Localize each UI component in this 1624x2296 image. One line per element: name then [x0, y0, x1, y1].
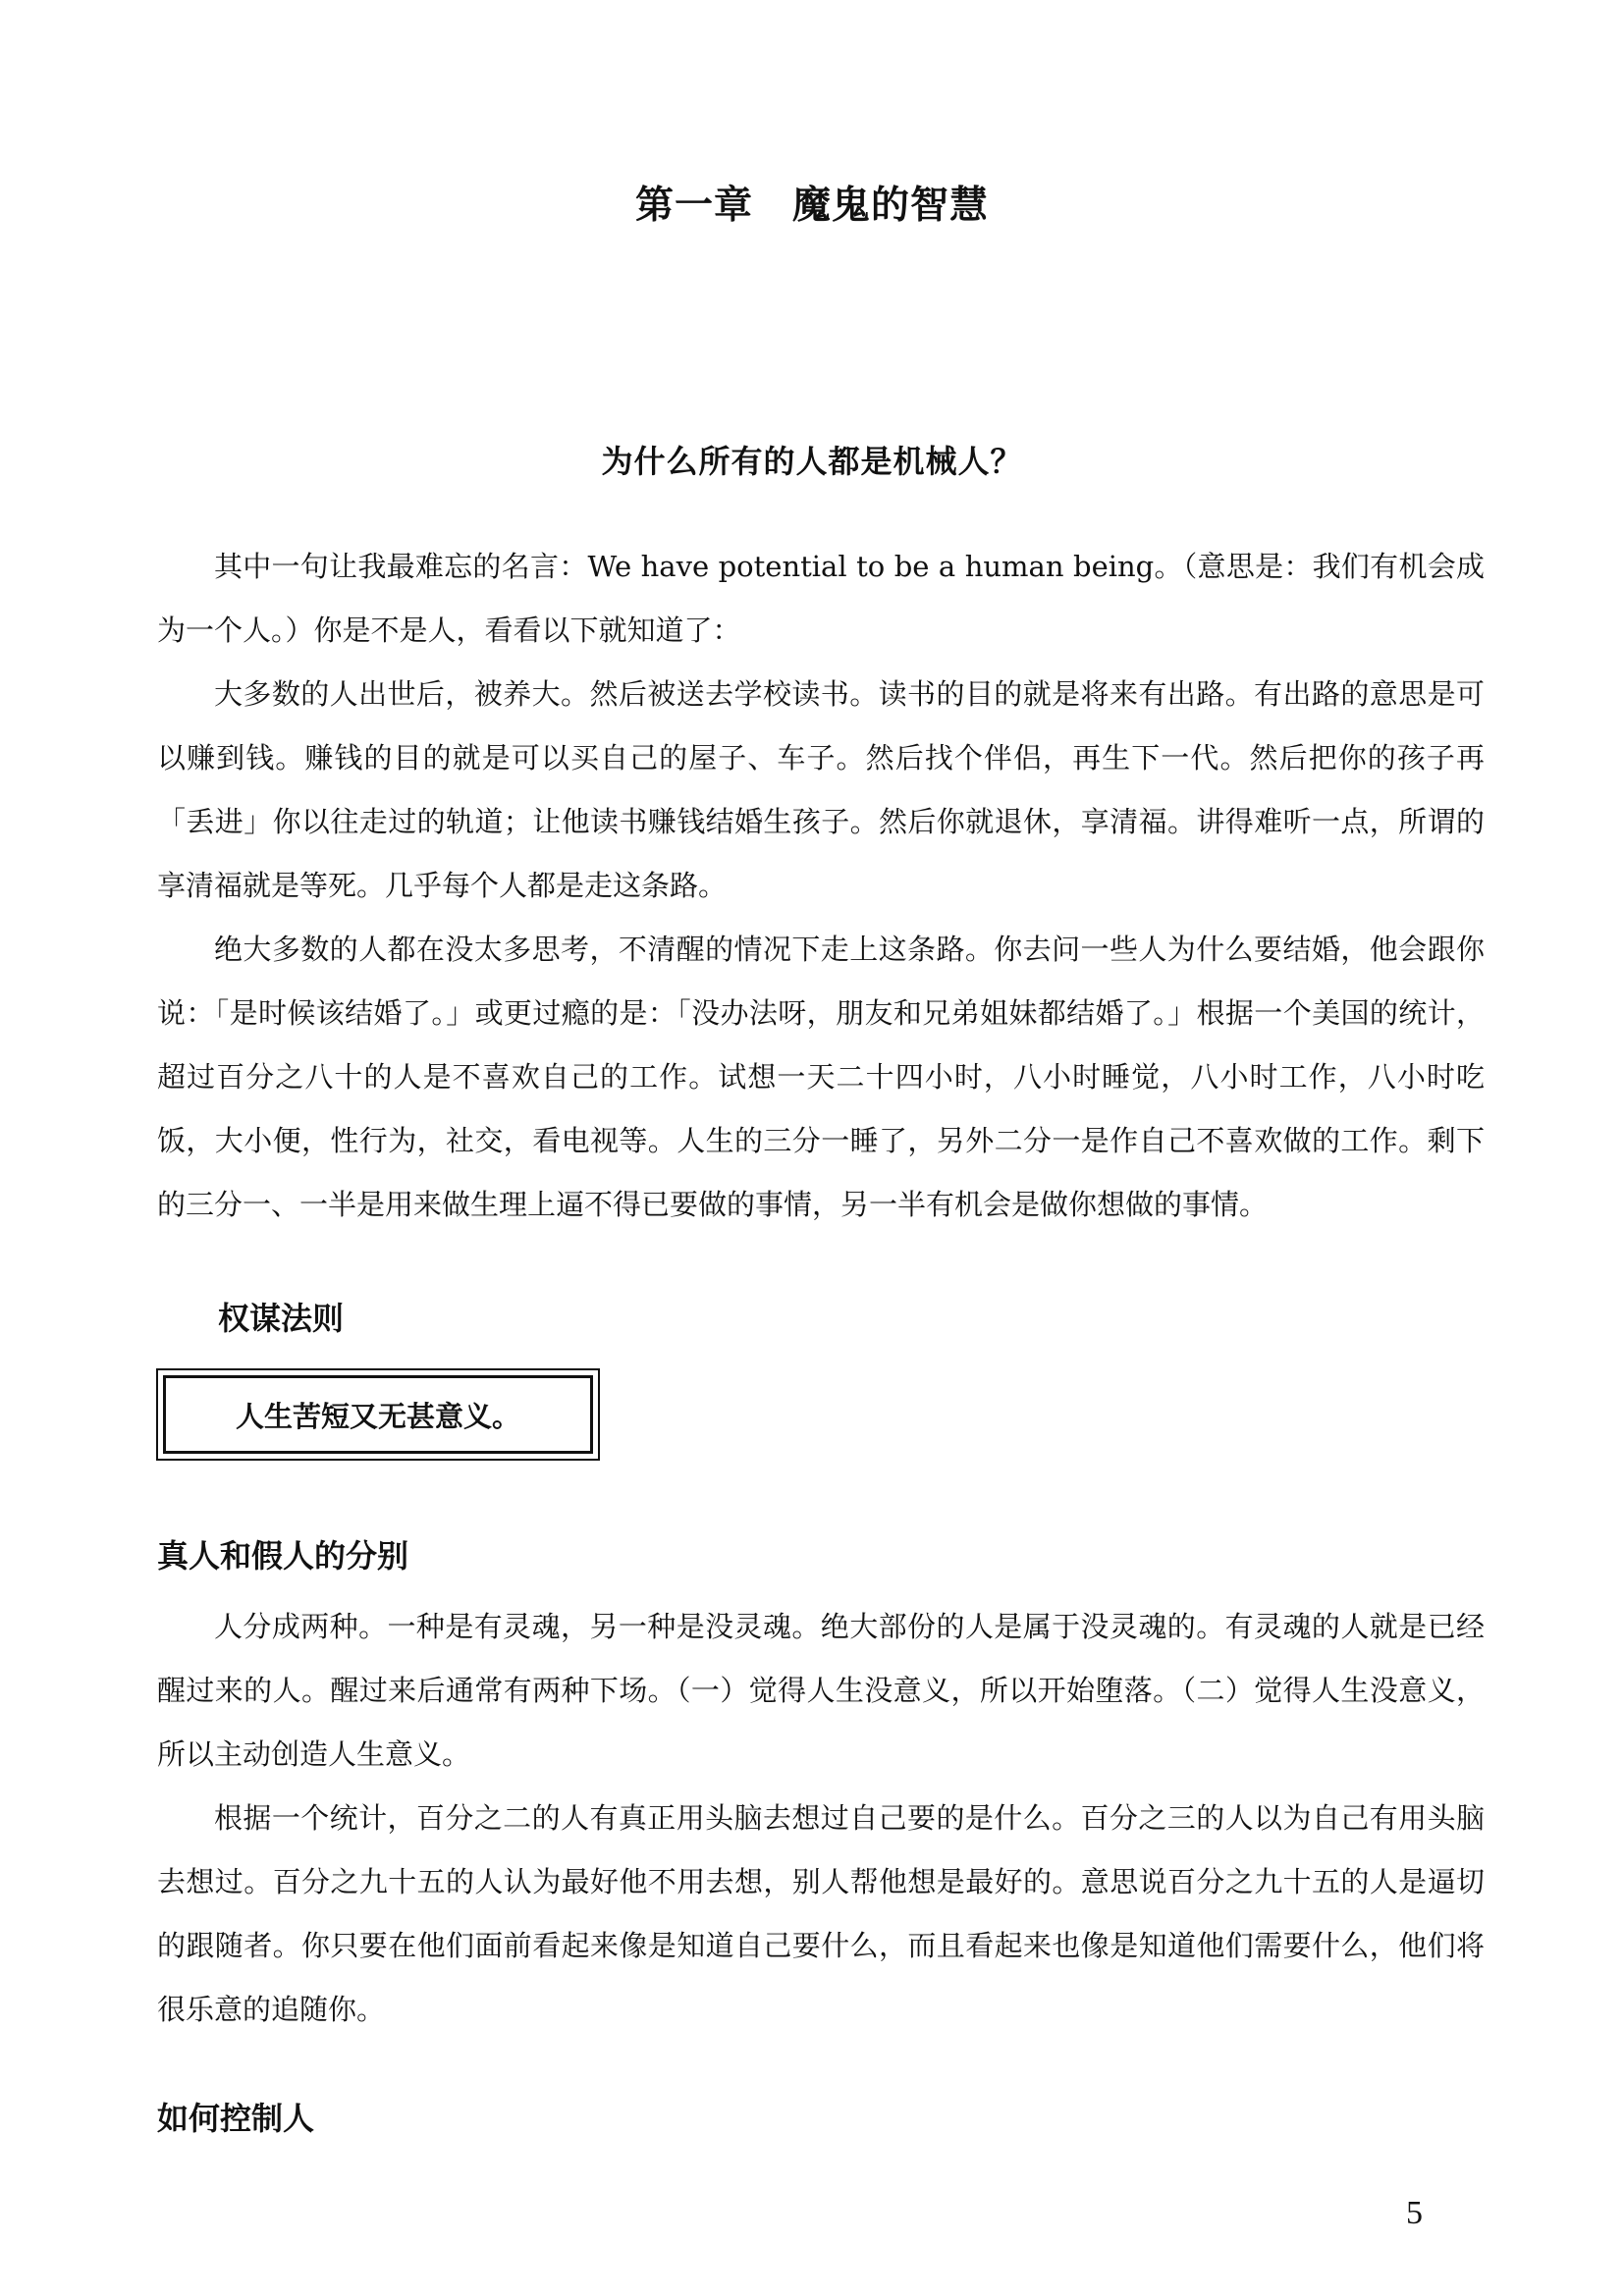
rule-text: 人生苦短又无甚意义。: [163, 1375, 593, 1454]
section3-heading: 如何控制人: [157, 2100, 315, 2137]
paragraph: 根据一个统计，百分之二的人有真正用头脑去想过自己要的是什么。百分之三的人以为自己有用头脑去想过。百分之九十五的人认为最好他不用去想，别人帮他想是最好的。意思说百分之九十五的人是逼切的跟随者。你只要在他们面前看起来像是知道自己要什么，而且看起来也像是知道他们需要什么，他们将很乐意的追随你。: [157, 1801, 1485, 2026]
paragraph: 绝大多数的人都在没太多思考，不清醒的情况下走上这条路。你去问一些人为什么要结婚，他会跟你说：「是时候该结婚了。」或更过瘾的是：「没办法呀，朋友和兄弟姐妹都结婚了。」根据一个美国的统计，超过百分之八十的人是不喜欢自己的工作。试想一天二十四小时，八小时睡觉，八小时工作，八小时吃饭，大小便，性行为，社交，看电视等。人生的三分一睡了，另外二分一是作自己不喜欢做的工作。剩下的三分一、一半是用来做生理上逼不得已要做的事情，另一半有机会是做你想做的事情。: [157, 933, 1485, 1221]
rule-heading: 权谋法则: [218, 1300, 345, 1337]
section2-heading: 真人和假人的分别: [157, 1537, 409, 1575]
chapter-title: 第一章 魔鬼的智慧: [634, 183, 989, 228]
rule-box: [156, 1368, 600, 1461]
section2-body: [157, 1595, 1485, 2042]
page-number: 5: [1406, 2195, 1423, 2231]
paragraph: 人分成两种。一种是有灵魂，另一种是没灵魂。绝大部份的人是属于没灵魂的。有灵魂的人就是已经醒过来的人。醒过来后通常有两种下场。（一）觉得人生没意义，所以开始堕落。（二）觉得人生没意义，所以主动创造人生意义。: [157, 1610, 1485, 1771]
section-title: 为什么所有的人都是机械人？: [601, 443, 1023, 480]
section1-body: [157, 535, 1485, 1237]
paragraph: 其中一句让我最难忘的名言：We have potential to be a human being。（意思是：我们有机会成为一个人。）你是不是人，看看以下就知道了：: [157, 550, 1485, 647]
paragraph: 大多数的人出世后，被养大。然后被送去学校读书。读书的目的就是将来有出路。有出路的意思是可以赚到钱。赚钱的目的就是可以买自己的屋子、车子。然后找个伴侣，再生下一代。然后把你的孩子再「丢进」你以往走过的轨道；让他读书赚钱结婚生孩子。然后你就退休，享清福。讲得难听一点，所谓的享清福就是等死。几乎每个人都是走这条路。: [157, 677, 1485, 902]
